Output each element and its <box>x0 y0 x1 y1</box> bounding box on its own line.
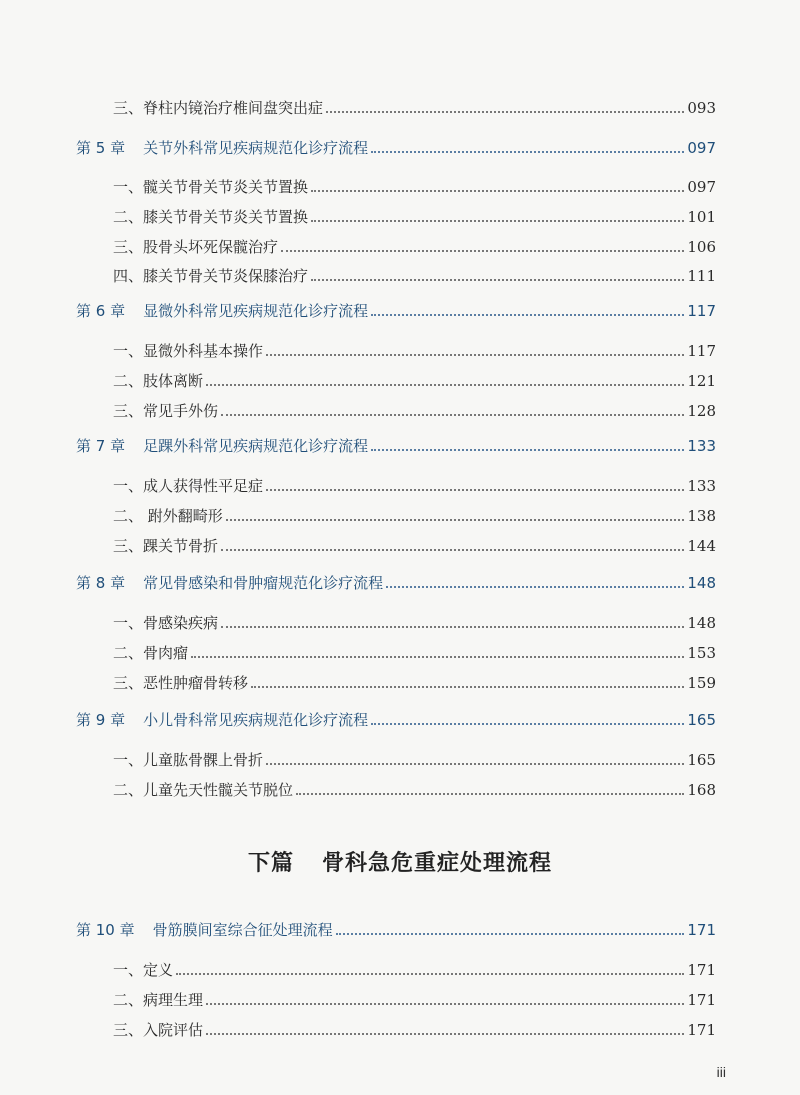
toc-section-entry[interactable] <box>113 262 716 286</box>
dot-leader <box>221 548 684 551</box>
toc-section-entry[interactable] <box>113 203 716 227</box>
toc-section-entry[interactable] <box>113 532 716 556</box>
dot-leader <box>221 625 684 628</box>
page-ref: 168 <box>687 781 716 799</box>
dot-leader <box>251 685 684 688</box>
page-ref: 153 <box>687 644 716 662</box>
toc-chapter-entry[interactable] <box>76 916 716 940</box>
toc-chapter-entry[interactable] <box>76 297 716 321</box>
section-title: 二、病理生理 <box>113 991 204 1009</box>
chapter-title <box>76 436 368 456</box>
dot-leader <box>191 655 684 658</box>
section-title: 四、膝关节骨关节炎保膝治疗 <box>113 267 309 285</box>
toc-section-entry[interactable] <box>113 956 716 980</box>
section-title: 一、显微外科基本操作 <box>113 342 264 360</box>
page-ref: 138 <box>687 507 716 525</box>
section-title: 三、恶性肿瘤骨转移 <box>113 674 249 692</box>
page-ref: 148 <box>687 574 716 592</box>
chapter-title <box>76 138 368 158</box>
dot-leader <box>266 353 684 356</box>
page-ref: 093 <box>687 99 716 117</box>
section-title: 三、脊柱内镜治疗椎间盘突出症 <box>113 99 324 117</box>
dot-leader <box>281 249 684 252</box>
page-ref: 128 <box>687 402 716 420</box>
toc-section-entry[interactable] <box>113 776 716 800</box>
dot-leader <box>311 189 684 192</box>
section-title: 三、入院评估 <box>113 1021 204 1039</box>
section-title: 三、常见手外伤 <box>113 402 219 420</box>
dot-leader <box>206 383 684 386</box>
page-ref: 121 <box>687 372 716 390</box>
part-prefix: 下篇 <box>247 850 294 876</box>
toc-section-entry[interactable] <box>113 746 716 770</box>
page-ref: 117 <box>687 342 716 360</box>
dot-leader <box>296 792 684 795</box>
chapter-number: 第 6 章 <box>76 302 126 320</box>
toc-section-entry[interactable] <box>113 397 716 421</box>
dot-leader <box>206 1032 684 1035</box>
section-title: 二、膝关节骨关节炎关节置换 <box>113 208 309 226</box>
page-ref: 101 <box>687 208 716 226</box>
page-ref: 117 <box>687 302 716 320</box>
page-ref: 171 <box>687 921 716 939</box>
chapter-number: 第 8 章 <box>76 574 126 592</box>
page-ref: 097 <box>687 178 716 196</box>
dot-leader <box>266 762 684 765</box>
chapter-number: 第 5 章 <box>76 139 126 157</box>
page-ref: 133 <box>687 477 716 495</box>
dot-leader <box>266 488 684 491</box>
toc-section-entry[interactable] <box>113 367 716 391</box>
page-ref: 144 <box>687 537 716 555</box>
page-ref: 106 <box>687 238 716 256</box>
page-number: iii <box>716 1064 726 1080</box>
chapter-label: 足踝外科常见疾病规范化诊疗流程 <box>143 437 369 455</box>
page-ref: 171 <box>687 991 716 1009</box>
dot-leader <box>221 413 684 416</box>
chapter-title <box>76 301 368 321</box>
dot-leader <box>176 972 684 975</box>
dot-leader <box>226 518 685 521</box>
dot-leader <box>311 219 684 222</box>
dot-leader <box>371 722 684 725</box>
chapter-title <box>76 920 333 940</box>
toc-section-entry[interactable] <box>113 502 716 526</box>
part-title <box>0 846 800 877</box>
toc-section-entry[interactable] <box>113 669 716 693</box>
section-title: 二、 跗外翻畸形 <box>113 507 223 525</box>
toc-section-entry[interactable] <box>113 639 716 663</box>
toc-chapter-entry[interactable] <box>76 134 716 158</box>
page-ref: 165 <box>687 711 716 729</box>
chapter-number: 第 9 章 <box>76 711 126 729</box>
chapter-title <box>76 710 368 730</box>
page-ref: 148 <box>687 614 716 632</box>
page-ref: 159 <box>687 674 716 692</box>
section-title: 二、骨肉瘤 <box>113 644 189 662</box>
dot-leader <box>206 1002 684 1005</box>
part-title-text: 骨科急危重症处理流程 <box>322 850 553 876</box>
toc-section-entry[interactable] <box>113 1016 716 1040</box>
chapter-number: 第 10 章 <box>76 921 135 939</box>
section-title: 二、儿童先天性髋关节脱位 <box>113 781 294 799</box>
dot-leader <box>386 585 684 588</box>
section-title: 一、定义 <box>113 961 174 979</box>
dot-leader <box>371 150 684 153</box>
toc-section-entry[interactable] <box>113 233 716 257</box>
section-title: 三、股骨头坏死保髋治疗 <box>113 238 279 256</box>
section-title: 一、成人获得性平足症 <box>113 477 264 495</box>
section-title: 二、肢体离断 <box>113 372 204 390</box>
dot-leader <box>371 448 684 451</box>
toc-section-entry[interactable] <box>113 986 716 1010</box>
chapter-label: 关节外科常见疾病规范化诊疗流程 <box>143 139 369 157</box>
page-ref: 165 <box>687 751 716 769</box>
page-ref: 097 <box>687 139 716 157</box>
toc-section-entry[interactable] <box>113 337 716 361</box>
page-ref: 171 <box>687 1021 716 1039</box>
page-ref: 133 <box>687 437 716 455</box>
section-title: 一、骨感染疾病 <box>113 614 219 632</box>
chapter-number: 第 7 章 <box>76 437 126 455</box>
toc-chapter-entry[interactable] <box>76 706 716 730</box>
chapter-label: 骨筋膜间室综合征处理流程 <box>152 921 333 939</box>
dot-leader <box>326 110 684 113</box>
chapter-title <box>76 573 383 593</box>
page-ref: 111 <box>687 267 716 285</box>
toc-chapter-entry[interactable] <box>76 569 716 593</box>
section-title: 一、髋关节骨关节炎关节置换 <box>113 178 309 196</box>
dot-leader <box>311 278 684 281</box>
toc-section-entry[interactable] <box>113 173 716 197</box>
toc-section-entry[interactable] <box>113 94 716 118</box>
chapter-label: 常见骨感染和骨肿瘤规范化诊疗流程 <box>143 574 384 592</box>
section-title: 三、踝关节骨折 <box>113 537 219 555</box>
toc-section-entry[interactable] <box>113 472 716 496</box>
chapter-label: 小儿骨科常见疾病规范化诊疗流程 <box>143 711 369 729</box>
toc-section-entry[interactable] <box>113 609 716 633</box>
dot-leader <box>336 932 685 935</box>
section-title: 一、儿童肱骨髁上骨折 <box>113 751 264 769</box>
chapter-label: 显微外科常见疾病规范化诊疗流程 <box>143 302 369 320</box>
dot-leader <box>371 313 684 316</box>
toc-chapter-entry[interactable] <box>76 432 716 456</box>
page-ref: 171 <box>687 961 716 979</box>
